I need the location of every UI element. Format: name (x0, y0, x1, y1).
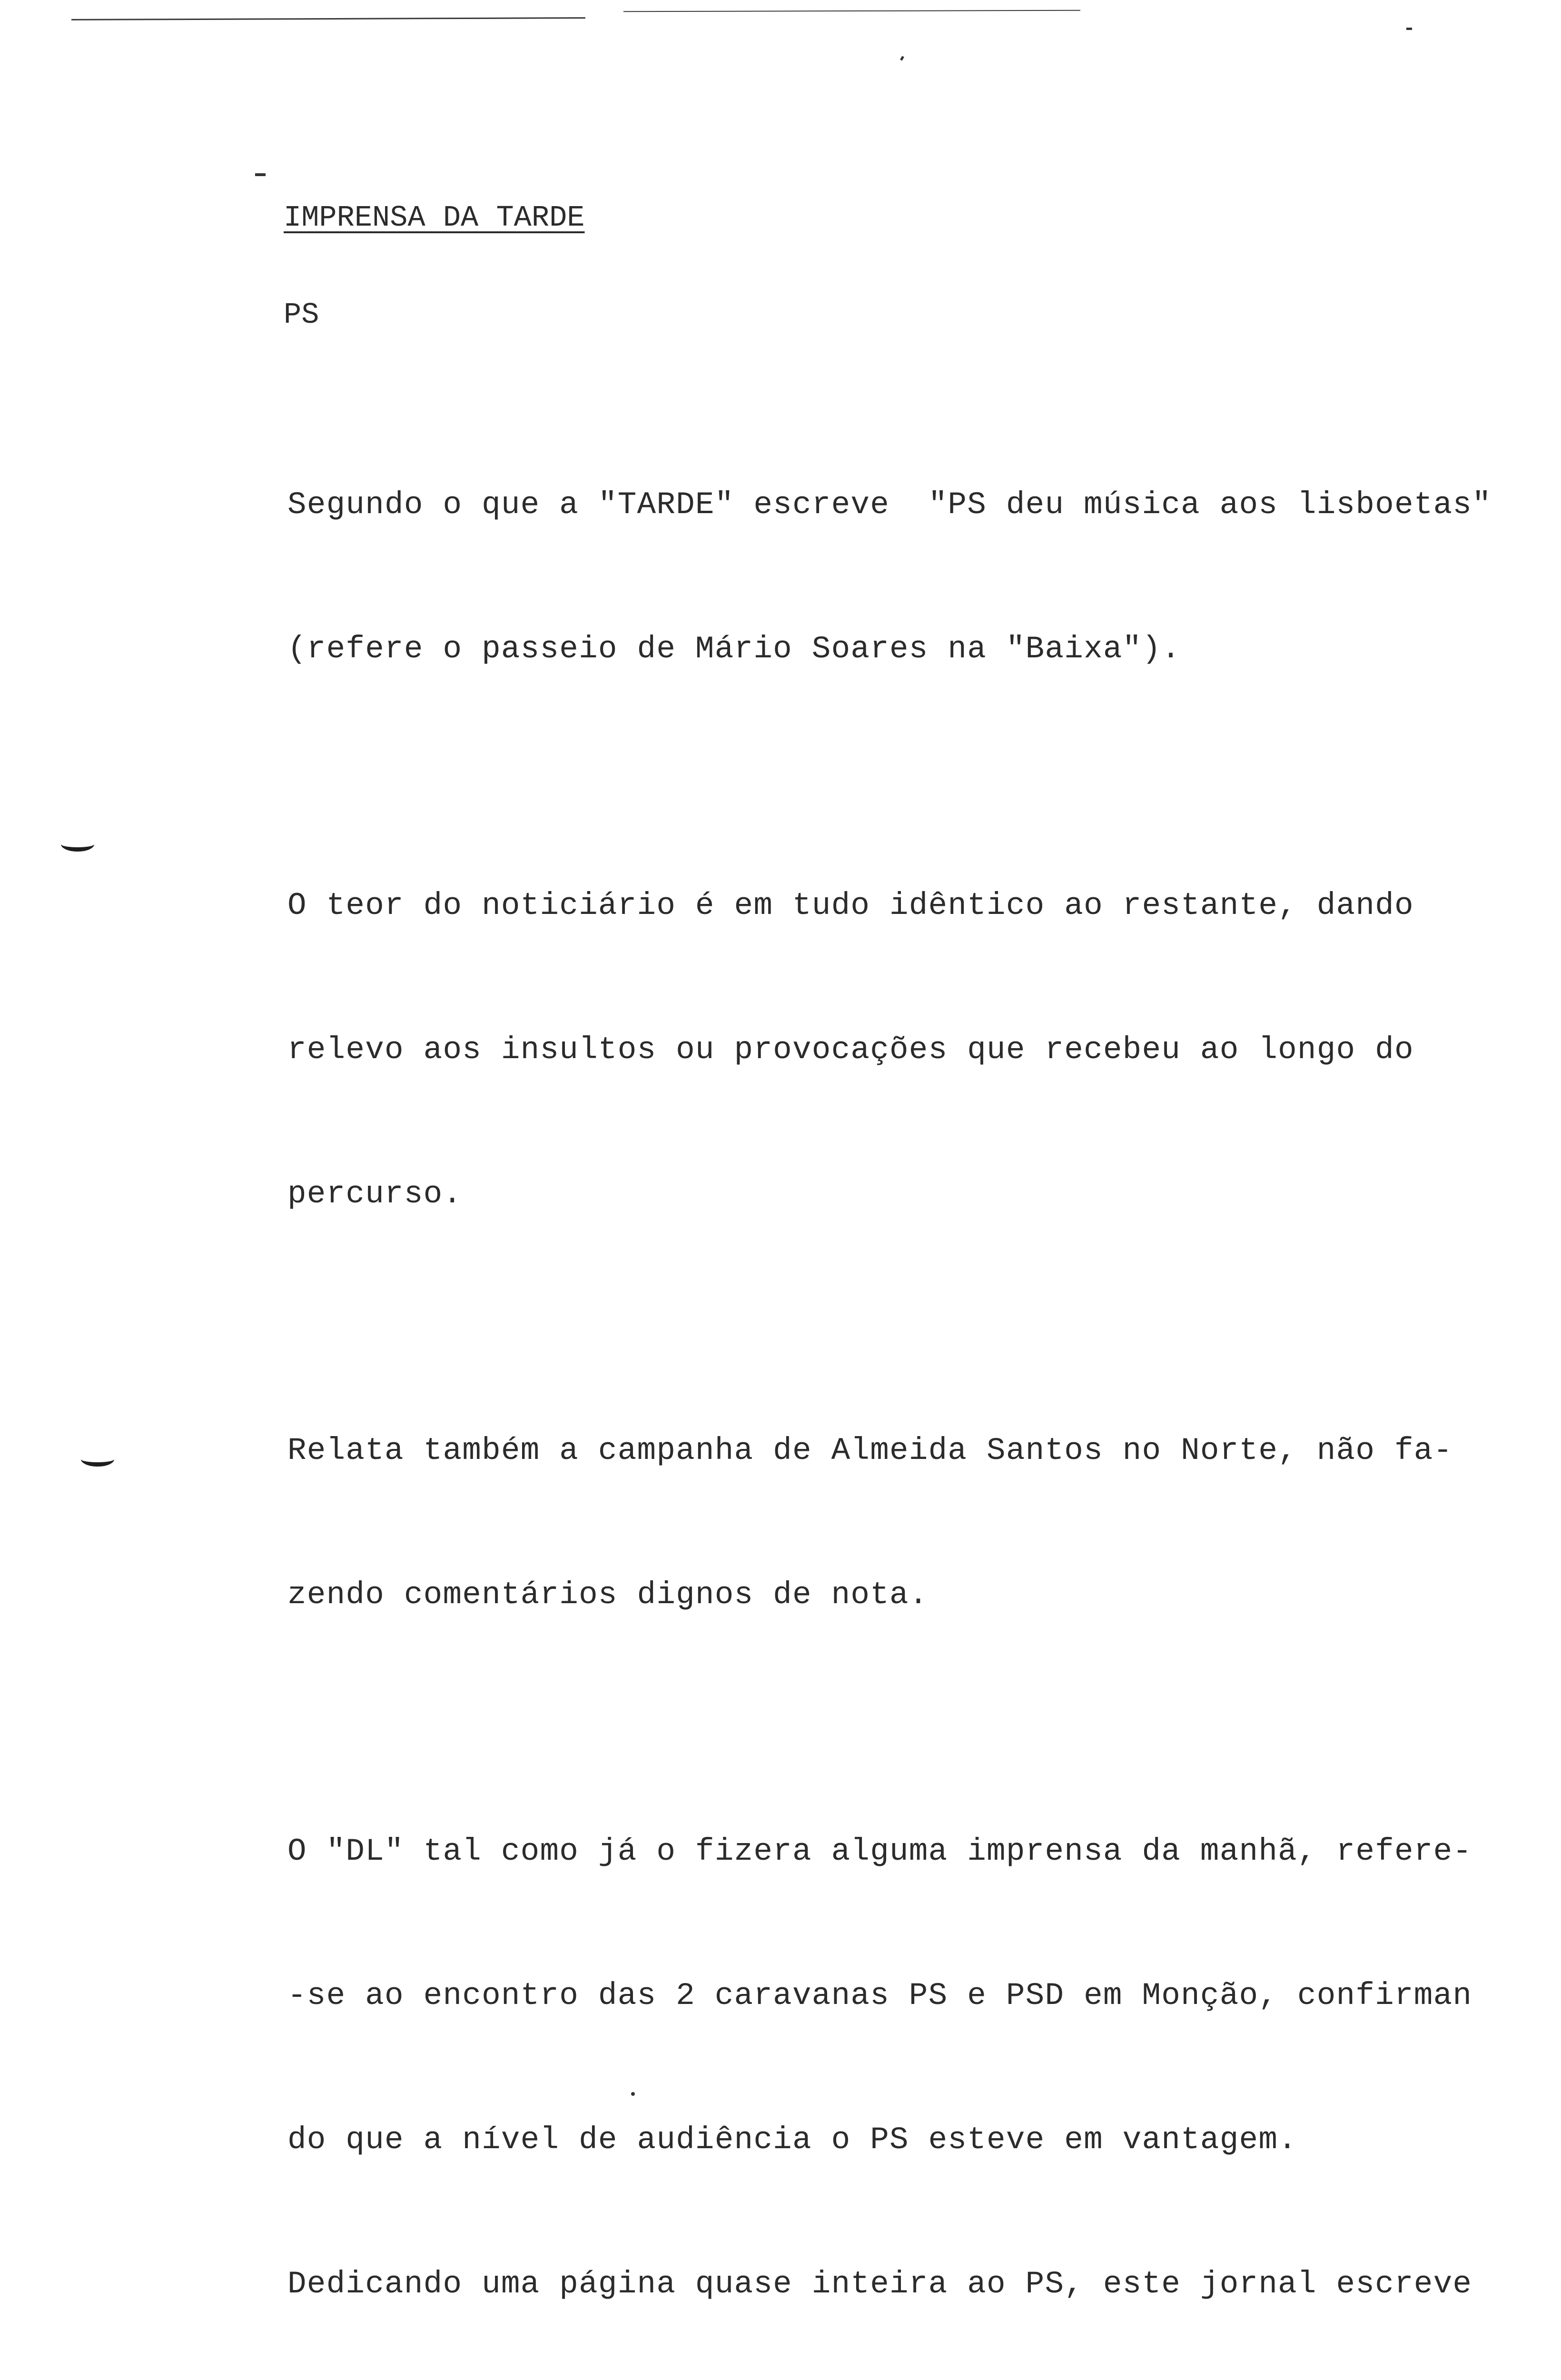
scan-edge-line (623, 10, 1080, 12)
text-line: Segundo o que a "TARDE" escreve "PS deu música aos lisboetas" (287, 487, 1492, 523)
text-line: Relata também a campanha de Almeida Santos no Norte, não fa- (287, 1433, 1453, 1468)
text-line: zendo comentários dignos de nota. (287, 1577, 929, 1613)
scan-edge-line (71, 17, 585, 20)
text-line: O "DL" tal como já o fizera alguma imprensa da manhã, refere- (287, 1834, 1472, 1869)
section-heading: PS (284, 298, 319, 332)
speck-mark (255, 173, 266, 176)
paragraph (287, 1330, 1487, 1715)
punch-hole-mark (81, 1452, 114, 1467)
page-title: IMPRENSA DA TARDE (284, 201, 585, 235)
text-line: do que a nível de audiência o PS esteve em vantagem. (287, 2122, 1297, 2158)
speck-mark (1406, 28, 1412, 30)
punch-hole-mark (61, 837, 94, 852)
text-line: relevo aos insultos ou provocações que recebeu ao longo do (287, 1032, 1414, 1068)
body-text (287, 385, 1492, 2380)
text-line: Dedicando uma página quase inteira ao PS, este jornal escreve (287, 2266, 1472, 2302)
text-line: -se ao encontro das 2 caravanas PS e PSD em Monção, confirman (287, 1978, 1472, 2013)
paragraph (287, 385, 1492, 769)
speck-mark (900, 56, 904, 60)
text-line: percurso. (287, 1176, 463, 1212)
paragraph (287, 785, 1487, 1314)
text-line: O teor do noticiário é em tudo idêntico ao restante, dando (287, 888, 1414, 923)
paragraph (287, 1731, 1487, 2380)
text-line: (refere o passeio de Mário Soares na "Baixa"). (287, 631, 1181, 667)
